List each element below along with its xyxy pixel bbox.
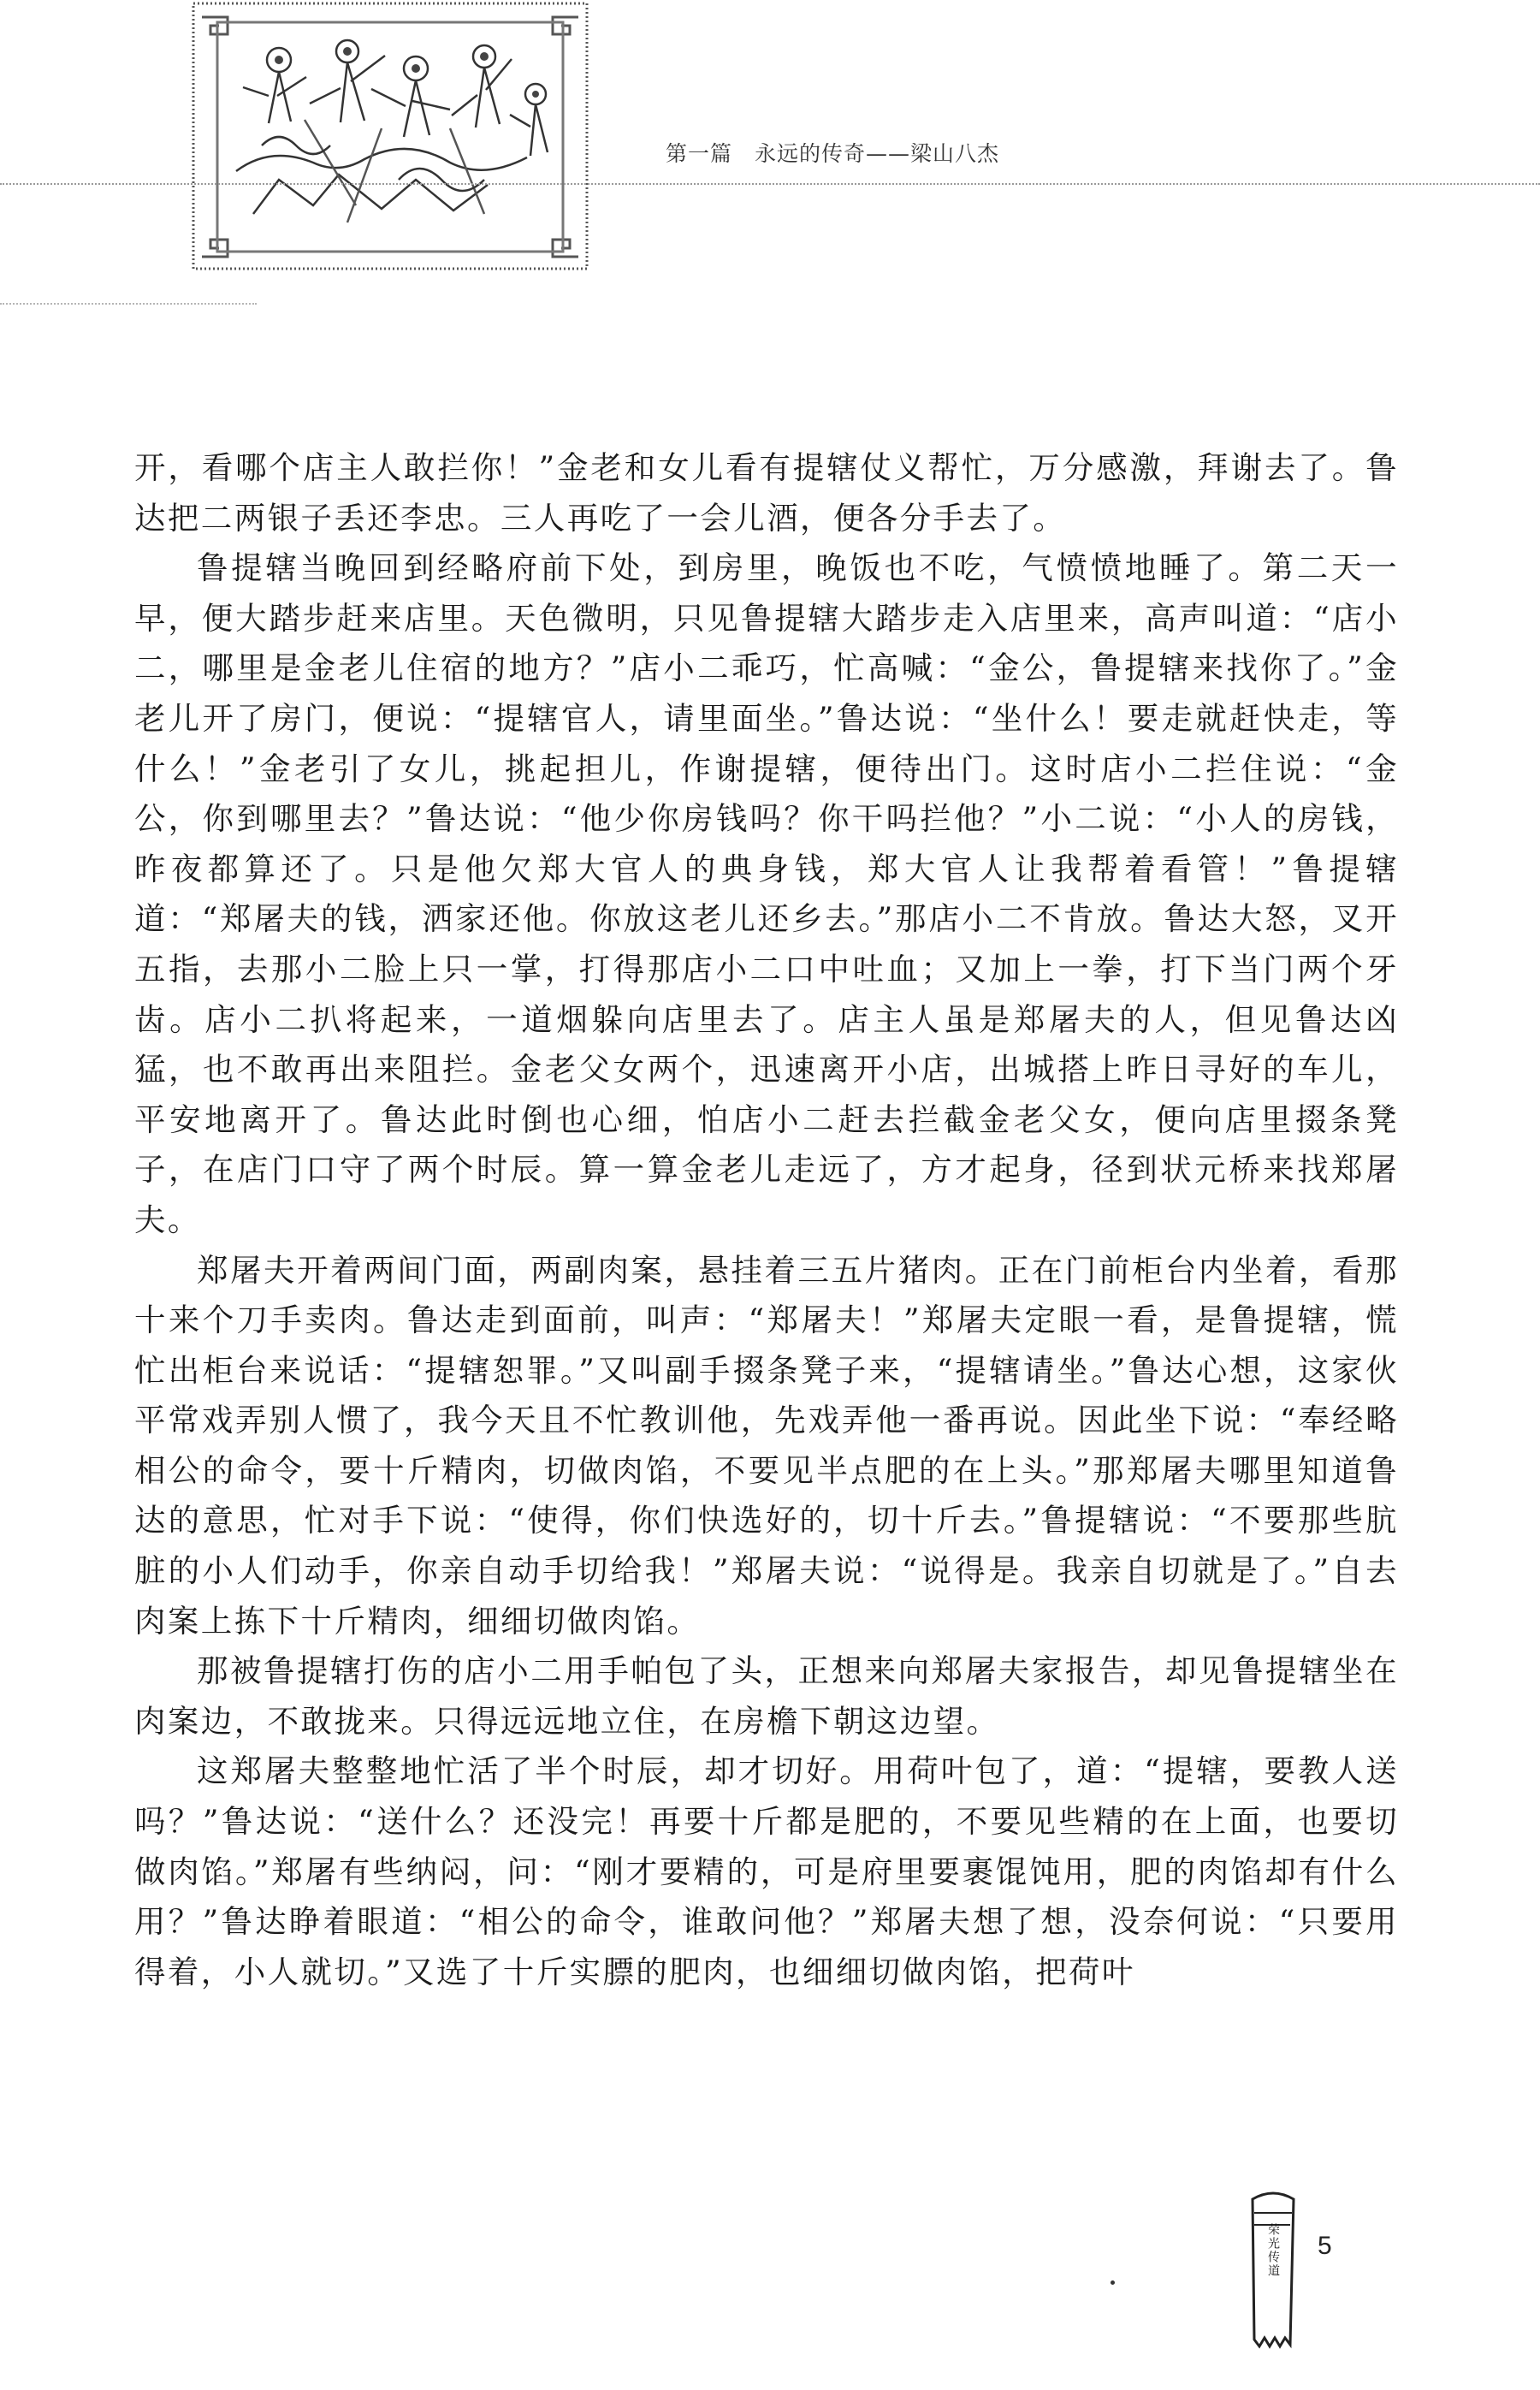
- page-number: 5: [1318, 2232, 1332, 2260]
- paragraph: 那被鲁提辖打伤的店小二用手帕包了头，正想来向郑屠夫家报告，却见鲁提辖坐在肉案边，不敢拢来。只得远远地立住，在房檐下朝这边望。: [134, 1652, 1399, 1740]
- scroll-banner-icon: [1241, 2191, 1306, 2362]
- paragraph: 这郑屠夫整整地忙活了半个时辰，却才切好。用荷叶包了，道：“提辖，要教人送吗？”鲁达说：“送什么？还没完！再要十斤都是肥的，不要见些精的在上面，也要切做肉馅。”郑屠有些纳闷，问：“刚才要精的，可是府里要裹馄饨用，肥的肉馅却有什么用？”鲁达睁着眼道：“相公的命令，谁敢问他？”郑屠夫想了想，没奈何说：“只要用得着，小人就切。”又选了十斤实膘的肥肉，也细细切做肉馅，把荷叶: [134, 1752, 1399, 1990]
- decorative-dot: [1111, 2280, 1115, 2285]
- chapter-body: [134, 443, 1399, 1997]
- paragraph: 郑屠夫开着两间门面，两副肉案，悬挂着三五片猪肉。正在门前柜台内坐着，看那十来个刀手卖肉。鲁达走到面前，叫声：“郑屠夫！”郑屠夫定眼一看，是鲁提辖，慌忙出柜台来说话：“提辖恕罪。”又叫副手掇条凳子来，“提辖请坐。”鲁达心想，这家伙平常戏弄别人惯了，我今天且不忙教训他，先戏弄他一番再说。因此坐下说：“奉经略相公的命令，要十斤精肉，切做肉馅，不要见半点肥的在上头。”那郑屠夫哪里知道鲁达的意思，忙对手下说：“使得，你们快选好的，切十斤去。”鲁提辖说：“不要那些肮脏的小人们动手，你亲自动手切给我！”郑屠夫说：“说得是。我亲自切就是了。”自去肉案上拣下十斤精肉，细细切做肉馅。: [134, 1251, 1399, 1640]
- running-head: 第一篇 永远的传奇——梁山八杰: [666, 141, 1000, 166]
- ornament-text: 荣光传道: [1266, 2223, 1280, 2278]
- paragraph: 鲁提辖当晚回到经略府前下处，到房里，晚饭也不吃，气愤愤地睡了。第二天一早，便大踏步赶来店里。天色微明，只见鲁提辖大踏步走入店里来，高声叫道：“店小二，哪里是金老儿住宿的地方？”店小二乖巧，忙高喊：“金公，鲁提辖来找你了。”金老儿开了房门，便说：“提辖官人，请里面坐。”鲁达说：“坐什么！要走就赶快走，等什么！”金老引了女儿，挑起担儿，作谢提辖，便待出门。这时店小二拦住说：“金公，你到哪里去？”鲁达说：“他少你房钱吗？你干吗拦他？”小二说：“小人的房钱，昨夜都算还了。只是他欠郑大官人的典身钱，郑大官人让我帮着看管！”鲁提辖道：“郑屠夫的钱，洒家还他。你放这老儿还乡去。”那店小二不肯放。鲁达大怒，叉开五指，去那小二脸上只一掌，打得那店小二口中吐血；又加上一拳，打下当门两个牙齿。店小二扒将起来，一道烟躲向店里去了。店主人虽是郑屠夫的人，但见鲁达凶猛，也不敢再出来阻拦。金老父女两个，迅速离开小店，出城搭上昨日寻好的车儿，平安地离开了。鲁达此时倒也心细，怕店小二赶去拦截金老父女，便向店里掇条凳子，在店门口守了两个时辰。算一算金老儿走远了，方才起身，径到状元桥来找郑屠夫。: [134, 549, 1399, 1238]
- header-woodcut-illustration-icon: [176, 0, 604, 282]
- header-dotted-rule-short: [0, 303, 257, 305]
- paragraph: 开，看哪个店主人敢拦你！”金老和女儿看有提辖仗义帮忙，万分感激，拜谢去了。鲁达把二两银子丢还李忠。三人再吃了一会儿酒，便各分手去了。: [134, 449, 1399, 537]
- header-dotted-rule: [0, 183, 1540, 185]
